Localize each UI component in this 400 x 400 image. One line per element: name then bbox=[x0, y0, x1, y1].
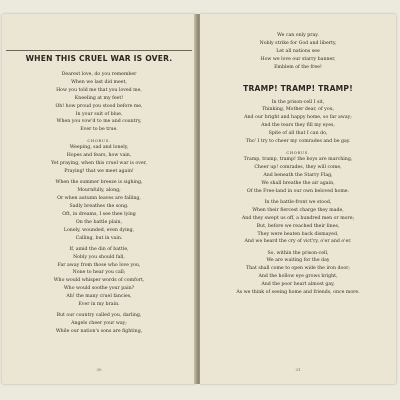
stanza bbox=[206, 156, 390, 196]
verse-line: Ever to be true. bbox=[80, 127, 118, 133]
verse-line: If, amid the din of battle, bbox=[69, 246, 129, 252]
verse-line: Angels cheer your way; bbox=[71, 321, 127, 327]
verse-line: But our country called you, darling, bbox=[56, 313, 142, 319]
stanza bbox=[206, 199, 390, 246]
verse-line: So, within the prison-cell, bbox=[267, 250, 329, 256]
verse-line: When we last did meet, bbox=[71, 79, 127, 85]
verse-line: None to hear you call; bbox=[72, 270, 126, 276]
verse-line: In the prison-cell I sit, bbox=[271, 99, 325, 105]
verse-line: As we think of seeing home and friends, once more. bbox=[236, 290, 360, 296]
right-page bbox=[200, 14, 396, 384]
stanza bbox=[206, 99, 390, 146]
stanza bbox=[8, 144, 190, 176]
left-page-content bbox=[8, 54, 190, 339]
left-verses bbox=[8, 71, 190, 336]
verse-line: Tho' I try to cheer my comrades and be gay. bbox=[245, 139, 351, 145]
stanza bbox=[8, 179, 190, 242]
verse-line: And we heard the cry of vict'ry, o'er and o'er. bbox=[244, 239, 352, 245]
verse-line: Who would soothe your pain? bbox=[63, 286, 135, 292]
stanza bbox=[8, 312, 190, 336]
verse-line: While our nation's sons are fighting, bbox=[55, 328, 143, 334]
verse-line: But, before we reached their lines, bbox=[256, 223, 340, 229]
verse-line: And our bright and happy home, so far away; bbox=[244, 115, 352, 121]
verse-line: And beneath the Starry Flag, bbox=[263, 172, 333, 178]
song-title: WHEN THIS CRUEL WAR IS OVER. bbox=[25, 54, 173, 63]
verse-line: Let all nations see bbox=[276, 48, 320, 54]
verse-line: Oft, in dreams, I see thee lying bbox=[62, 211, 136, 217]
verse-line: We are waiting for the day bbox=[266, 258, 330, 264]
verse-line: And the hollow eye grows bright, bbox=[258, 274, 338, 280]
verse-line: Praying! that we meet again! bbox=[64, 169, 134, 175]
song-title: TRAMP! TRAMP! TRAMP! bbox=[243, 83, 353, 93]
stanza bbox=[8, 71, 190, 134]
verse-line: Or when autumn leaves are falling, bbox=[57, 196, 141, 202]
continued-verse bbox=[206, 32, 390, 72]
verse-line: Lonely, wounded, even dying, bbox=[63, 227, 135, 233]
verse-line: Ah! the many cruel fancies, bbox=[66, 294, 132, 300]
verse-line: Mournfully, along; bbox=[77, 188, 121, 194]
verse-line: In your suit of blue, bbox=[75, 111, 123, 117]
chorus-label: CHORUS. bbox=[87, 138, 111, 144]
chorus-label: CHORUS. bbox=[286, 150, 310, 156]
verse-line: Calling, but in vain. bbox=[75, 235, 123, 241]
verse-line: Tramp, tramp, tramp! the boys are marching, bbox=[243, 157, 353, 163]
verse-line: We can only pray. bbox=[277, 33, 319, 38]
stanza bbox=[8, 246, 190, 309]
page-number: 30 bbox=[96, 367, 102, 372]
verse-line: Ever in my brain. bbox=[78, 302, 120, 308]
verse-line: Weeping, sad and lonely, bbox=[69, 145, 129, 151]
verse-line: Nobly strike for God and liberty, bbox=[259, 40, 337, 46]
verse-line: Yet praying, when this cruel war is over, bbox=[51, 161, 147, 167]
verse-line: On the battle plain, bbox=[75, 219, 123, 225]
verse-line: Sadly breathes the song. bbox=[69, 203, 129, 209]
verse-line: That shall come to open wide the iron door; bbox=[246, 266, 350, 272]
verse-line: When you vow'd to me and country, bbox=[56, 119, 142, 125]
verse-line: How we love our starry banner, bbox=[260, 56, 336, 62]
verse-line: Thinking, Mother dear, of you, bbox=[261, 107, 335, 113]
page-number: 31 bbox=[295, 367, 301, 372]
right-verses bbox=[206, 99, 390, 297]
verse-line: And the poor heart almost gay, bbox=[261, 282, 335, 288]
verse-line: And the tears they fill my eyes, bbox=[261, 123, 335, 129]
verse-line: Kneeling at my feet! bbox=[74, 95, 124, 101]
verse-line: Emblem of the free! bbox=[274, 64, 322, 70]
verse-line: When the summer breeze is sighing, bbox=[55, 180, 143, 186]
verse-line: Nobly you should fall, bbox=[73, 254, 125, 260]
left-page bbox=[2, 14, 196, 384]
right-page-content bbox=[206, 32, 390, 300]
verse-line: Of the Free-land in our own beloved home. bbox=[246, 188, 350, 194]
verse-line: Spite of all that I can do, bbox=[268, 131, 328, 137]
verse-line: Who would whisper words of comfort, bbox=[53, 278, 145, 284]
verse-line: Far away from those who love you, bbox=[57, 262, 141, 268]
verse-line: In the battle-front we stood, bbox=[264, 199, 332, 205]
title-rule bbox=[6, 50, 192, 51]
verse-line: And they swept us off, a hundred men or more; bbox=[241, 215, 355, 221]
verse-line: Oh! how proud you stood before me, bbox=[55, 103, 143, 109]
verse-line: Hopes and fears, how vain, bbox=[66, 153, 132, 159]
verse-line: Cheer up! comrades, they will come, bbox=[254, 165, 342, 171]
stanza bbox=[206, 250, 390, 297]
stanza bbox=[206, 32, 390, 72]
verse-line: When their fiercest charge they made, bbox=[252, 207, 344, 213]
verse-line: They were beaten back dismayed, bbox=[257, 231, 339, 237]
verse-line: We shall breathe the air again, bbox=[261, 180, 335, 186]
verse-line: How you told me that you loved me, bbox=[56, 87, 142, 93]
verse-line: Dearest love, do you remember bbox=[61, 72, 137, 77]
